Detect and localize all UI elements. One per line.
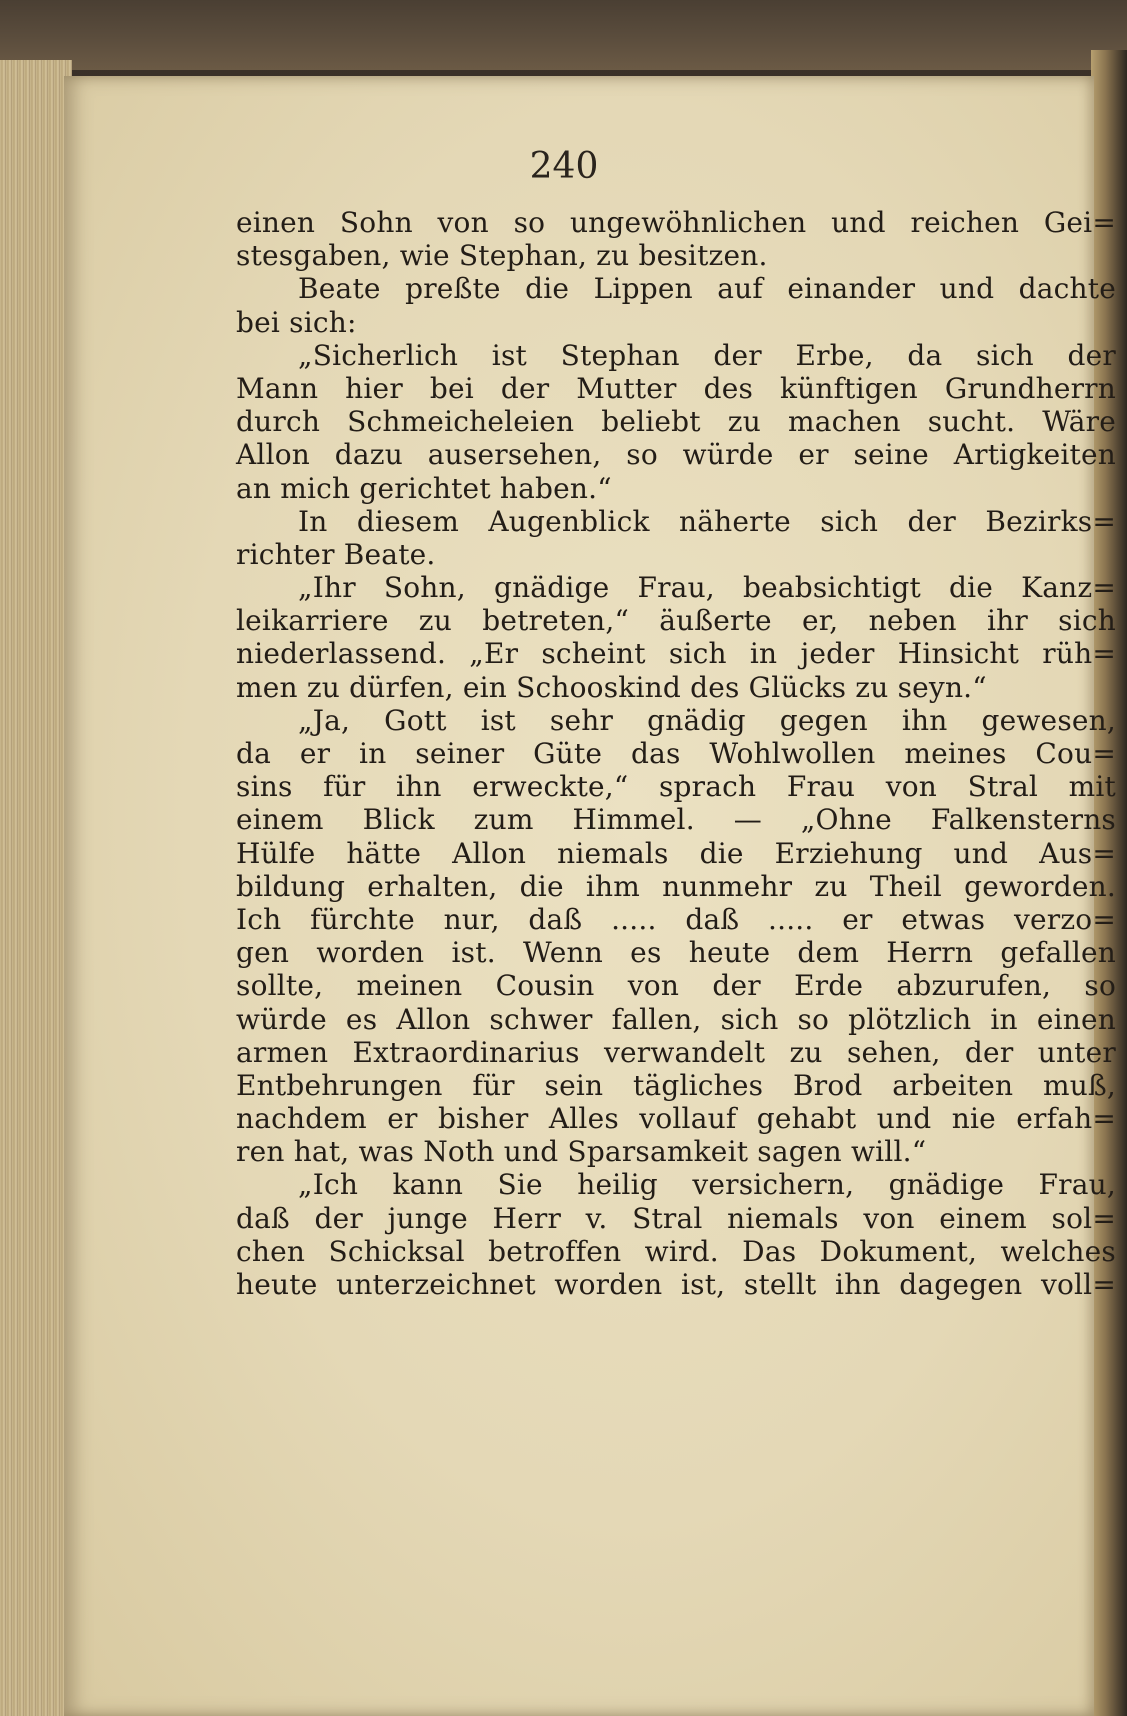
text-line: nachdem er bisher Alles vollauf gehabt und nie erfah= — [236, 1102, 1116, 1136]
text-line: ren hat, was Noth und Sparsamkeit sagen will.“ — [236, 1135, 927, 1169]
text-line: men zu dürfen, ein Schooskind des Glücks zu seyn.“ — [236, 670, 987, 704]
text-line: heute unterzeichnet worden ist, stellt ihn dagegen voll= — [236, 1268, 1116, 1301]
text-line: leikarriere zu betreten,“ äußerte er, neben ihr sich — [236, 604, 1116, 638]
book-binding — [0, 0, 1127, 70]
body-text — [236, 206, 1116, 1301]
text-line: an mich gerichtet haben.“ — [236, 471, 612, 505]
text-line: „Ich kann Sie heilig versichern, gnädige Frau, — [298, 1168, 1116, 1202]
text-line: In diesem Augenblick näherte sich der Bezirks= — [298, 504, 1116, 538]
page-edges-left — [0, 60, 72, 1716]
text-line: Hülfe hätte Allon niemals die Erziehung und Aus= — [236, 836, 1116, 870]
text-line: sollte, meinen Cousin von der Erde abzurufen, so — [236, 969, 1116, 1003]
text-line: richter Beate. — [236, 537, 436, 571]
text-line: „Ja, Gott ist sehr gnädig gegen ihn gewesen, — [298, 703, 1116, 737]
text-line: Allon dazu ausersehen, so würde er seine Artigkeiten — [236, 438, 1116, 472]
text-line: sins für ihn erweckte,“ sprach Frau von Stral mit — [236, 770, 1116, 804]
text-line: bildung erhalten, die ihm nunmehr zu Theil geworden. — [236, 869, 1116, 903]
text-line: Entbehrungen für sein tägliches Brod arbeiten muß, — [236, 1068, 1116, 1102]
text-line: durch Schmeicheleien beliebt zu machen sucht. Wäre — [236, 405, 1116, 439]
text-line: einem Blick zum Himmel. — „Ohne Falkensterns — [236, 803, 1116, 837]
text-line: „Sicherlich ist Stephan der Erbe, da sich der — [298, 338, 1116, 372]
text-line: chen Schicksal betroffen wird. Das Dokument, welches — [236, 1234, 1116, 1268]
text-line: niederlassend. „Er scheint sich in jeder Hinsicht rüh= — [236, 637, 1116, 671]
text-line: einen Sohn von so ungewöhnlichen und reichen Gei= — [236, 206, 1116, 239]
book-page — [64, 76, 1116, 1716]
text-line: Beate preßte die Lippen auf einander und dachte — [298, 272, 1116, 306]
text-line: stesgaben, wie Stephan, zu besitzen. — [236, 239, 768, 273]
text-line: „Ihr Sohn, gnädige Frau, beabsichtigt die Kanz= — [298, 571, 1116, 605]
text-line: armen Extraordinarius verwandelt zu sehen, der unter — [236, 1035, 1116, 1069]
text-line: Mann hier bei der Mutter des künftigen Grundherrn — [236, 371, 1116, 405]
page-number: 240 — [529, 146, 599, 187]
text-line: da er in seiner Güte das Wohlwollen meines Cou= — [236, 737, 1116, 770]
text-line: gen worden ist. Wenn es heute dem Herrn gefallen — [236, 936, 1116, 970]
text-line: würde es Allon schwer fallen, sich so plötzlich in einen — [236, 1002, 1116, 1036]
text-line: daß der junge Herr v. Stral niemals von einem sol= — [236, 1201, 1116, 1235]
text-line: Ich fürchte nur, daß ..... daß ..... er etwas verzo= — [236, 902, 1116, 936]
text-line: bei sich: — [236, 305, 357, 339]
